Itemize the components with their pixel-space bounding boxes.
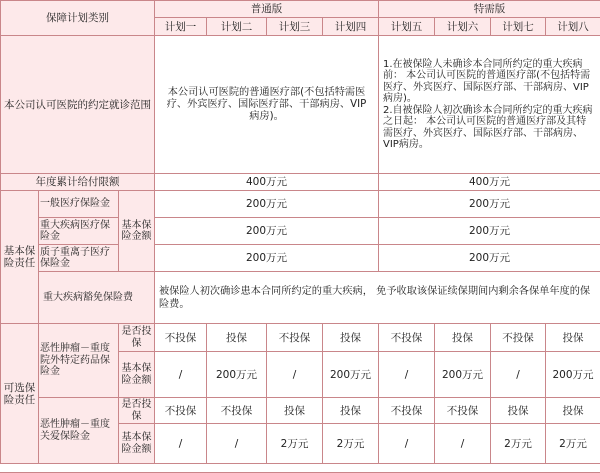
drug-insured-value: 不投保 — [267, 324, 323, 352]
drug-insured-value: 不投保 — [379, 324, 435, 352]
care-insured-value: 投保 — [491, 398, 546, 424]
basic-amount-label: 基本保险金额 — [119, 191, 155, 272]
basic-item-special-amount: 200万元 — [379, 245, 600, 272]
optional-care-name: 恶性肿瘤－重度关爱保险金 — [39, 398, 119, 464]
basic-responsibility-group-label: 基本保险责任 — [1, 191, 39, 324]
hospital-scope-special — [379, 36, 600, 174]
drug-insured-value: 投保 — [323, 324, 379, 352]
drug-insured-value: 投保 — [546, 324, 600, 352]
standard-edition-header: 普通版 — [155, 1, 379, 18]
hospital-scope-standard — [155, 36, 379, 174]
basic-item-standard-amount: 200万元 — [155, 218, 379, 245]
care-amount-value: / — [435, 424, 491, 464]
special-edition-header: 特需版 — [379, 1, 600, 18]
drug-amount-value: 200万元 — [207, 352, 267, 398]
basic-item-name: 一般医疗保险金 — [39, 191, 119, 218]
drug-insured-value: 不投保 — [155, 324, 207, 352]
drug-amount-value: / — [379, 352, 435, 398]
annual-limit-standard: 400万元 — [155, 174, 379, 191]
care-insured-value: 不投保 — [435, 398, 491, 424]
drug-amount-value: 200万元 — [546, 352, 600, 398]
drug-amount-value: / — [491, 352, 546, 398]
drug-amount-value: 200万元 — [323, 352, 379, 398]
care-amount-value: / — [207, 424, 267, 464]
plan-header: 计划三 — [267, 18, 323, 36]
basic-item-standard-amount: 200万元 — [155, 245, 379, 272]
plan-header: 计划六 — [435, 18, 491, 36]
basic-item-standard-amount: 200万元 — [155, 191, 379, 218]
amount-label: 基本保险金额 — [119, 352, 155, 398]
plan-header: 计划七 — [491, 18, 546, 36]
plan-header: 计划四 — [323, 18, 379, 36]
drug-insured-value: 投保 — [207, 324, 267, 352]
hospital-scope-special-text-2: 2.自被保险人初次确诊本合同所约定的重大疾病之日起： 本公司认可医院的普通医疗部及其特需医疗、外宾医疗、国际医疗部、干部病房、VIP病房。 — [383, 104, 593, 150]
amount-label: 基本保险金额 — [119, 424, 155, 464]
category-header: 保障计划类别 — [1, 1, 155, 36]
plan-header: 计划五 — [379, 18, 435, 36]
hospital-scope-label: 本公司认可医院的约定就诊范围 — [1, 36, 155, 174]
care-insured-value: 不投保 — [207, 398, 267, 424]
drug-insured-value: 投保 — [435, 324, 491, 352]
care-insured-value: 投保 — [267, 398, 323, 424]
annual-limit-special: 400万元 — [379, 174, 600, 191]
drug-amount-value: 200万元 — [435, 352, 491, 398]
drug-amount-value: / — [155, 352, 207, 398]
insured-label: 是否投保 — [119, 398, 155, 424]
insured-label: 是否投保 — [119, 324, 155, 352]
waiver-label: 重大疾病豁免保险费 — [39, 272, 155, 324]
plan-header: 计划二 — [207, 18, 267, 36]
basic-item-special-amount: 200万元 — [379, 191, 600, 218]
basic-item-name: 重大疾病医疗保险金 — [39, 218, 119, 245]
care-amount-value: / — [379, 424, 435, 464]
annual-limit-label: 年度累计给付限额 — [1, 174, 155, 191]
care-insured-value: 不投保 — [379, 398, 435, 424]
care-insured-value: 投保 — [323, 398, 379, 424]
care-amount-value: 2万元 — [323, 424, 379, 464]
care-insured-value: 不投保 — [155, 398, 207, 424]
care-amount-value: 2万元 — [267, 424, 323, 464]
optional-responsibility-group-label: 可选保险责任 — [1, 324, 39, 464]
basic-item-special-amount: 200万元 — [379, 218, 600, 245]
care-amount-value: 2万元 — [491, 424, 546, 464]
hospital-scope-standard-text: 本公司认可医院的普通医疗部(不包括特需医疗、外宾医疗、国际医疗部、干部病房、VIP病房)。 — [166, 86, 367, 122]
basic-item-name: 质子重离子医疗保险金 — [39, 245, 119, 272]
care-amount-value: 2万元 — [546, 424, 600, 464]
drug-insured-value: 不投保 — [491, 324, 546, 352]
optional-drug-name: 恶性肿瘤－重度院外特定药品保险金 — [39, 324, 119, 398]
care-insured-value: 投保 — [546, 398, 600, 424]
drug-amount-value: / — [267, 352, 323, 398]
care-amount-value: / — [155, 424, 207, 464]
plan-header: 计划一 — [155, 18, 207, 36]
plan-header: 计划八 — [546, 18, 600, 36]
waiver-text: 被保险人初次确诊患本合同所约定的重大疾病， 免予收取该保证续保期间内剩余各保单年度的保险费。 — [155, 272, 600, 324]
hospital-scope-special-text-1: 1.在被保险人未确诊本合同所约定的重大疾病前： 本公司认可医院的普通医疗部(不包括特需医疗、外宾医疗、国际医疗部、干部病房、VIP病房)。 — [383, 58, 591, 104]
